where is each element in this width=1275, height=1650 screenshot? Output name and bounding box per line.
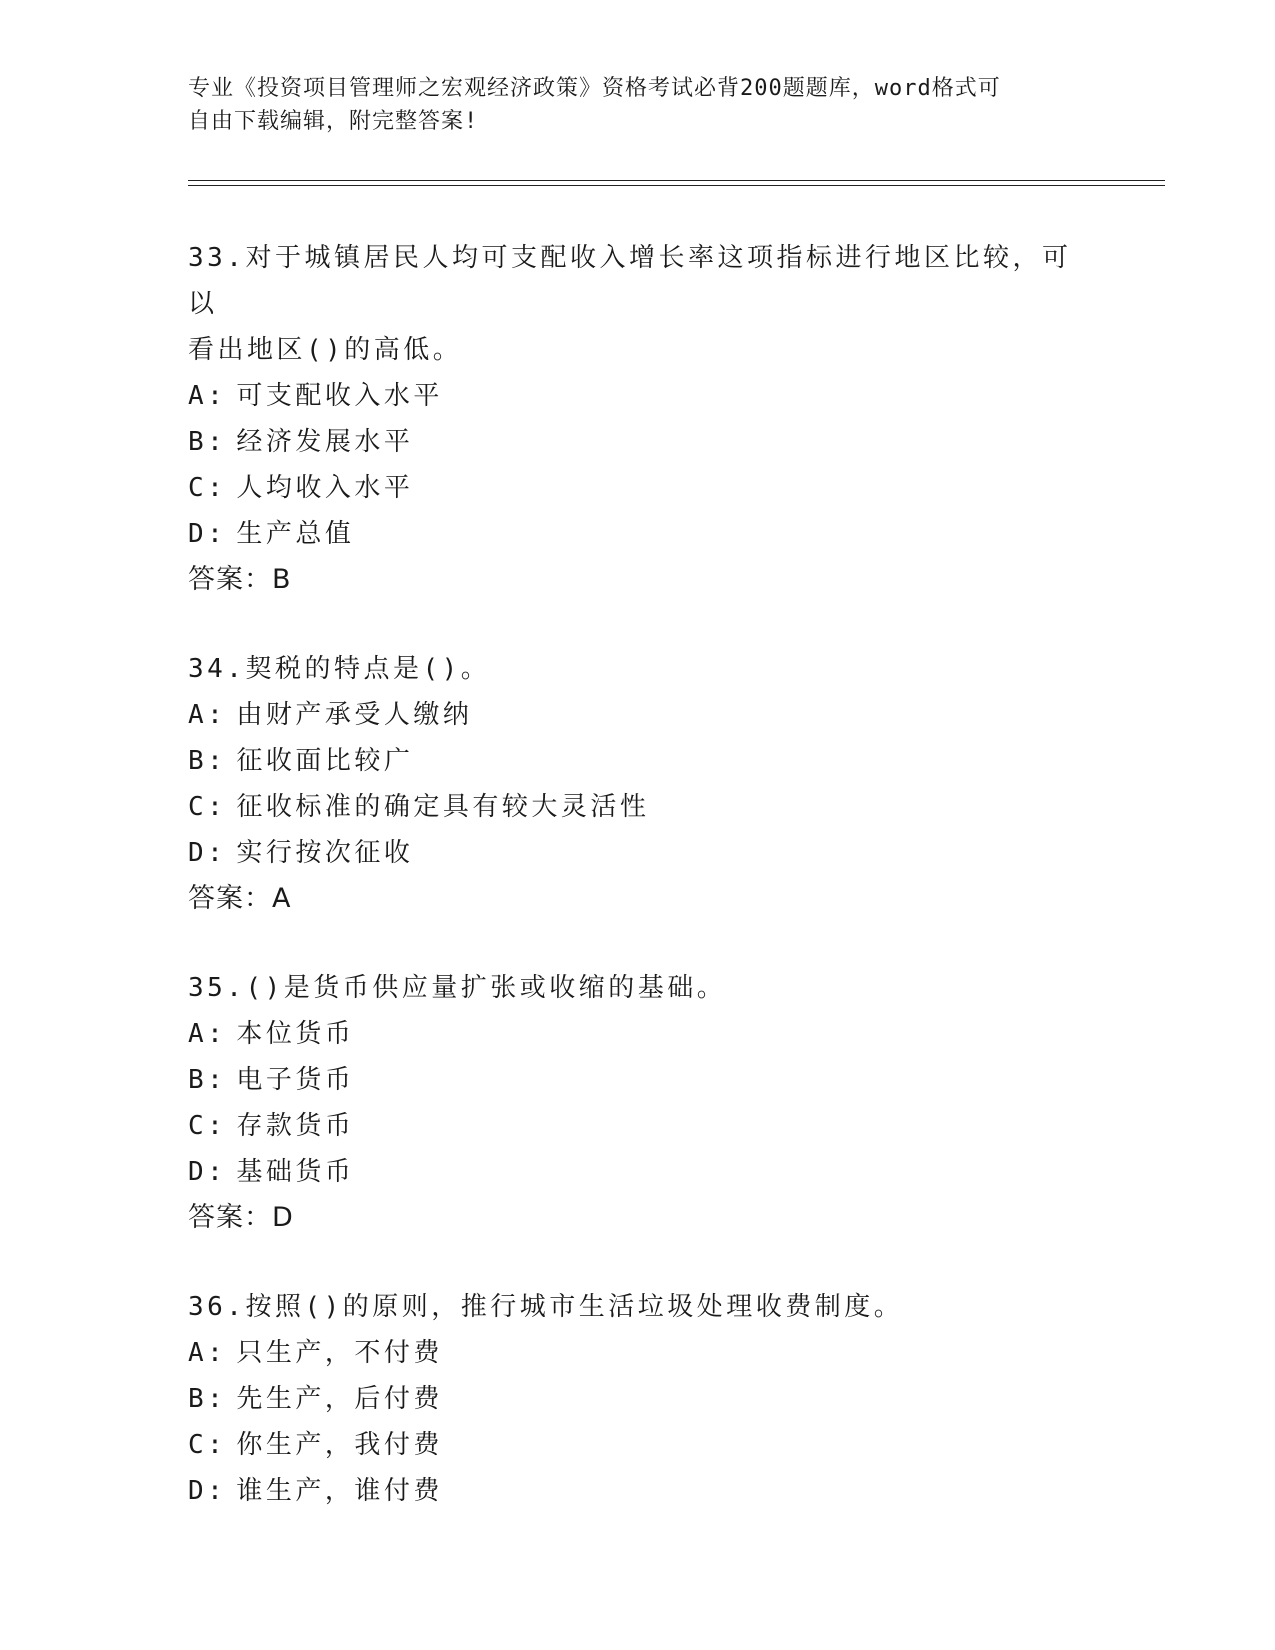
question-stem-line: 34.契税的特点是()。 <box>188 654 491 684</box>
option-d <box>188 830 1088 876</box>
option-b <box>188 1376 1088 1422</box>
question-stem-line: 33.对于城镇居民人均可支配收入增长率这项指标进行地区比较，可以 <box>188 243 1072 319</box>
option-key: B: <box>188 427 227 457</box>
answer-line: 答案：A <box>188 883 292 914</box>
option-text: 你生产，我付费 <box>236 1430 443 1460</box>
option-text: 存款货币 <box>236 1111 355 1141</box>
option-text: 实行按次征收 <box>236 838 414 868</box>
option-b <box>188 419 1088 465</box>
question-36 <box>188 1284 1088 1514</box>
option-d <box>188 1468 1088 1514</box>
option-a <box>188 373 1088 419</box>
header-line-2: 自由下载编辑，附完整答案! <box>188 109 479 134</box>
answer-line: 答案：D <box>188 1202 294 1233</box>
option-key: C: <box>188 1111 227 1141</box>
option-key: A: <box>188 1338 227 1368</box>
option-text: 电子货币 <box>236 1065 355 1095</box>
document-header <box>188 72 1088 138</box>
option-key: D: <box>188 1476 227 1506</box>
answer-line: 答案：B <box>188 564 292 595</box>
option-key: A: <box>188 700 227 730</box>
question-stem-line: 36.按照()的原则，推行城市生活垃圾处理收费制度。 <box>188 1292 904 1322</box>
option-key: B: <box>188 1065 227 1095</box>
option-key: D: <box>188 1157 227 1187</box>
option-text: 谁生产，谁付费 <box>236 1476 443 1506</box>
option-key: B: <box>188 746 227 776</box>
option-text: 经济发展水平 <box>236 427 414 457</box>
option-key: A: <box>188 1019 227 1049</box>
option-key: C: <box>188 473 227 503</box>
option-b <box>188 738 1088 784</box>
option-text: 可支配收入水平 <box>236 381 443 411</box>
option-key: C: <box>188 1430 227 1460</box>
option-text: 生产总值 <box>236 519 355 549</box>
option-key: D: <box>188 838 227 868</box>
option-b <box>188 1057 1088 1103</box>
option-c <box>188 784 1088 830</box>
option-a <box>188 1330 1088 1376</box>
option-text: 本位货币 <box>236 1019 355 1049</box>
question-34 <box>188 646 1088 922</box>
question-35 <box>188 965 1088 1241</box>
question-stem-line: 35.()是货币供应量扩张或收缩的基础。 <box>188 973 727 1003</box>
option-key: D: <box>188 519 227 549</box>
option-text: 先生产，后付费 <box>236 1384 443 1414</box>
option-c <box>188 465 1088 511</box>
option-text: 征收标准的确定具有较大灵活性 <box>236 792 650 822</box>
option-d <box>188 511 1088 557</box>
header-line-1: 专业《投资项目管理师之宏观经济政策》资格考试必背200题题库，word格式可 <box>188 76 1001 101</box>
option-a <box>188 692 1088 738</box>
option-c <box>188 1422 1088 1468</box>
option-text: 人均收入水平 <box>236 473 414 503</box>
option-key: C: <box>188 792 227 822</box>
question-33 <box>188 235 1088 603</box>
option-key: A: <box>188 381 227 411</box>
header-divider <box>188 180 1165 186</box>
question-stem-line: 看出地区()的高低。 <box>188 335 463 365</box>
option-key: B: <box>188 1384 227 1414</box>
question-list <box>188 235 1088 1557</box>
option-text: 征收面比较广 <box>236 746 414 776</box>
option-text: 由财产承受人缴纳 <box>236 700 473 730</box>
option-a <box>188 1011 1088 1057</box>
option-d <box>188 1149 1088 1195</box>
option-text: 只生产，不付费 <box>236 1338 443 1368</box>
option-text: 基础货币 <box>236 1157 355 1187</box>
option-c <box>188 1103 1088 1149</box>
